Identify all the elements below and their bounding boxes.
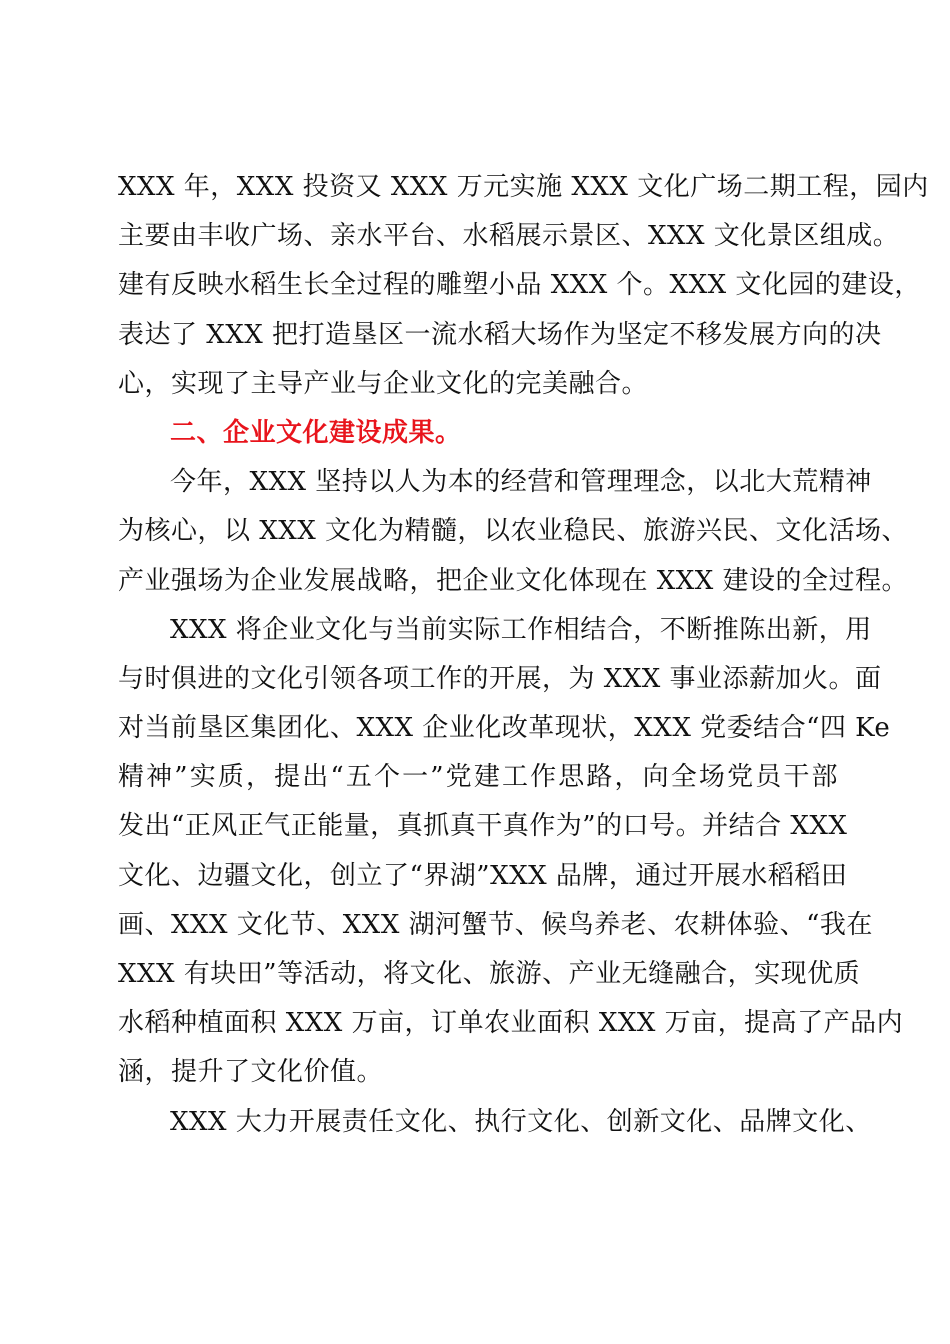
paragraph-line: XXX 年，XXX 投资又 XXX 万元实施 XXX 文化广场二期工程，园内 — [118, 172, 929, 202]
paragraph-4 — [118, 1098, 872, 1147]
paragraph-line: 心，实现了主导产业与企业文化的完美融合。 — [118, 368, 649, 399]
document-body — [118, 163, 929, 1147]
paragraph-3 — [118, 606, 904, 1098]
paragraph-line: 发出“正风正气正能量，真抓真干真作为”的口号。并结合 XXX — [118, 811, 848, 842]
paragraph-line: 对当前垦区集团化、XXX 企业化改革现状，XXX 党委结合“四 Ke — [118, 713, 891, 744]
paragraph-2 — [118, 458, 909, 606]
paragraph-line: XXX 将企业文化与当前实际工作相结合，不断推陈出新，用 — [170, 614, 872, 645]
paragraph-line: 表达了 XXX 把打造垦区一流水稻大场作为坚定不移发展方向的决 — [118, 319, 882, 350]
section-heading: 二、企业文化建设成果。 — [170, 417, 462, 448]
paragraph-line: 画、XXX 文化节、XXX 湖河蟹节、候鸟养老、农耕体验、“我在 — [118, 909, 873, 940]
paragraph-line: 精神”实质，提出“五个一”党建工作思路，向全场党员干部 — [118, 762, 838, 793]
paragraph-line: 产业强场为企业发展战略，把企业文化体现在 XXX 建设的全过程。 — [118, 565, 909, 596]
paragraph-line: 主要由丰收广场、亲水平台、水稻展示景区、XXX 文化景区组成。 — [118, 221, 900, 252]
paragraph-line: XXX 大力开展责任文化、执行文化、创新文化、品牌文化、 — [170, 1106, 872, 1137]
paragraph-line: 今年，XXX 坚持以人为本的经营和管理理念，以北大荒精神 — [170, 467, 872, 498]
paragraph-line: 为核心，以 XXX 文化为精髓，以农业稳民、旅游兴民、文化活场、 — [118, 516, 909, 547]
paragraph-1 — [118, 163, 929, 409]
paragraph-line: 涵，提升了文化价值。 — [118, 1057, 384, 1088]
paragraph-line: 文化、边疆文化，创立了“界湖”XXX 品牌，通过开展水稻稻田 — [118, 860, 848, 891]
paragraph-line: 建有反映水稻生长全过程的雕塑小品 XXX 个。XXX 文化园的建设， — [118, 270, 921, 301]
paragraph-line: 水稻种植面积 XXX 万亩，订单农业面积 XXX 万亩，提高了产品内 — [118, 1008, 904, 1039]
paragraph-line: XXX 有块田”等活动，将文化、旅游、产业无缝融合，实现优质 — [118, 959, 861, 989]
paragraph-line: 与时俱进的文化引领各项工作的开展，为 XXX 事业添薪加火。面 — [118, 663, 882, 694]
